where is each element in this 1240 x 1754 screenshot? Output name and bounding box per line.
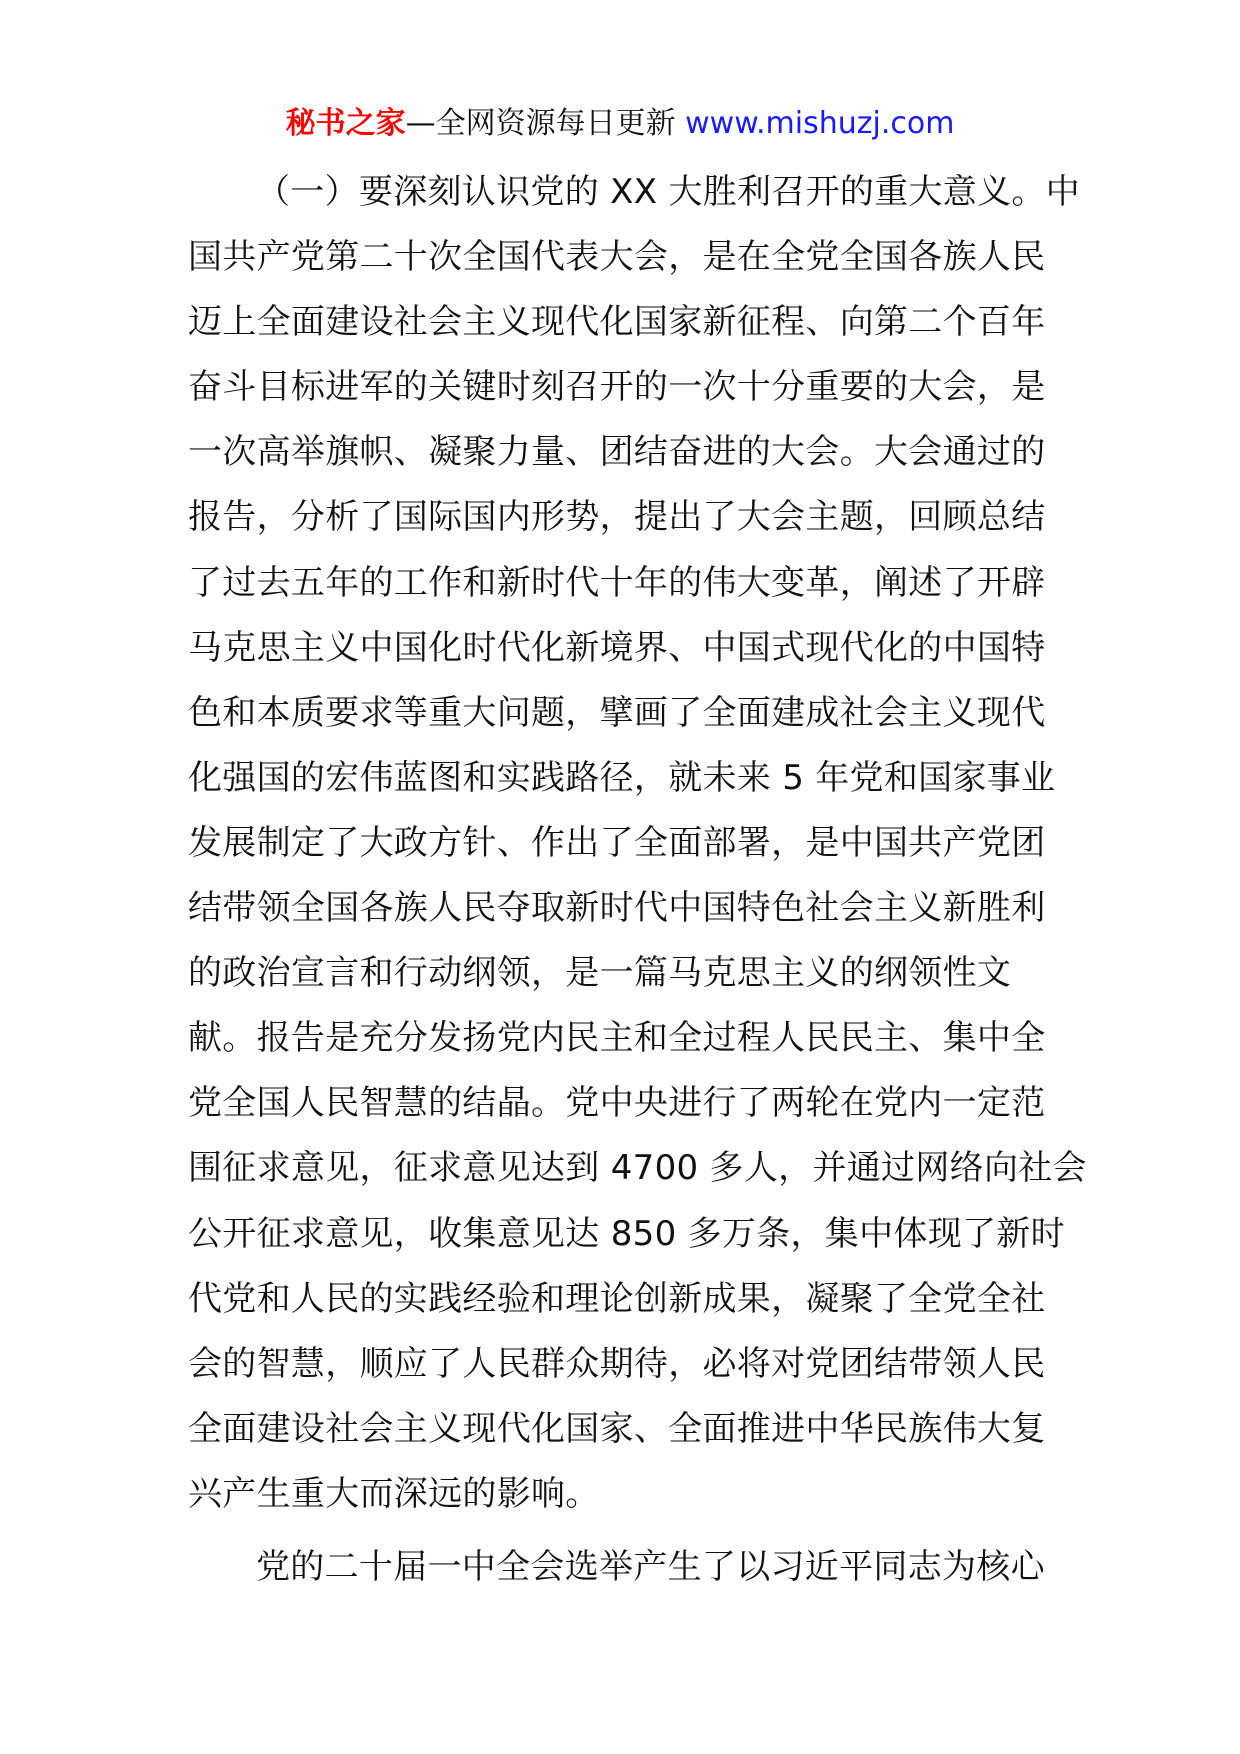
text-line: （一）要深刻认识党的 XX 大胜利召开的重大意义。中 — [256, 172, 1080, 212]
text-line: 党全国人民智慧的结晶。党中央进行了两轮在党内一定范 — [188, 1083, 1046, 1124]
text-line: 迈上全面建设社会主义现代化国家新征程、向第二个百年 — [188, 302, 1046, 343]
text-line: 党的二十届一中全会选举产生了以习近平同志为核心 — [256, 1546, 1045, 1587]
text-line: 报告，分析了国际国内形势，提出了大会主题，回顾总结 — [188, 497, 1046, 538]
text-line: 奋斗目标进军的关键时刻召开的一次十分重要的大会，是 — [188, 367, 1046, 408]
text-line: 的政治宣言和行动纲领，是一篇马克思主义的纲领性文 — [188, 953, 1012, 994]
text-line: 国共产党第二十次全国代表大会，是在全党全国各族人民 — [188, 237, 1046, 278]
text-line: 兴产生重大而深远的影响。 — [188, 1473, 600, 1514]
text-line: 全面建设社会主义现代化国家、全面推进中华民族伟大复 — [188, 1408, 1046, 1449]
page-header — [0, 104, 1240, 144]
text-line: 一次高举旗帜、凝聚力量、团结奋进的大会。大会通过的 — [188, 432, 1046, 473]
text-line: 发展制定了大政方针、作出了全面部署，是中国共产党团 — [188, 822, 1046, 863]
brand-name: 秘书之家 — [285, 106, 406, 141]
header-tagline: —全网资源每日更新 — [405, 106, 686, 141]
text-line: 代党和人民的实践经验和理论创新成果，凝聚了全党全社 — [188, 1278, 1046, 1319]
document-body — [188, 160, 1087, 1600]
site-url-link[interactable]: www.mishuzj.com — [685, 106, 955, 141]
text-line: 公开征求意见，收集意见达 850 多万条，集中体现了新时 — [188, 1213, 1065, 1254]
text-line: 色和本质要求等重大问题，擘画了全面建成社会主义现代 — [188, 692, 1046, 733]
text-line: 会的智慧，顺应了人民群众期待，必将对党团结带领人民 — [188, 1343, 1046, 1384]
paragraph — [188, 160, 1087, 1527]
text-line: 了过去五年的工作和新时代十年的伟大变革，阐述了开辟 — [188, 562, 1046, 603]
paragraph — [188, 1535, 1062, 1600]
text-line: 化强国的宏伟蓝图和实践路径，就未来 5 年党和国家事业 — [188, 757, 1056, 798]
text-line: 献。报告是充分发扬党内民主和全过程人民民主、集中全 — [188, 1018, 1046, 1059]
paragraph-spacer — [188, 1527, 1062, 1535]
text-line: 结带领全国各族人民夺取新时代中国特色社会主义新胜利 — [188, 888, 1046, 929]
text-line: 马克思主义中国化时代化新境界、中国式现代化的中国特 — [188, 627, 1046, 668]
text-line: 围征求意见，征求意见达到 4700 多人，并通过网络向社会 — [188, 1148, 1087, 1189]
